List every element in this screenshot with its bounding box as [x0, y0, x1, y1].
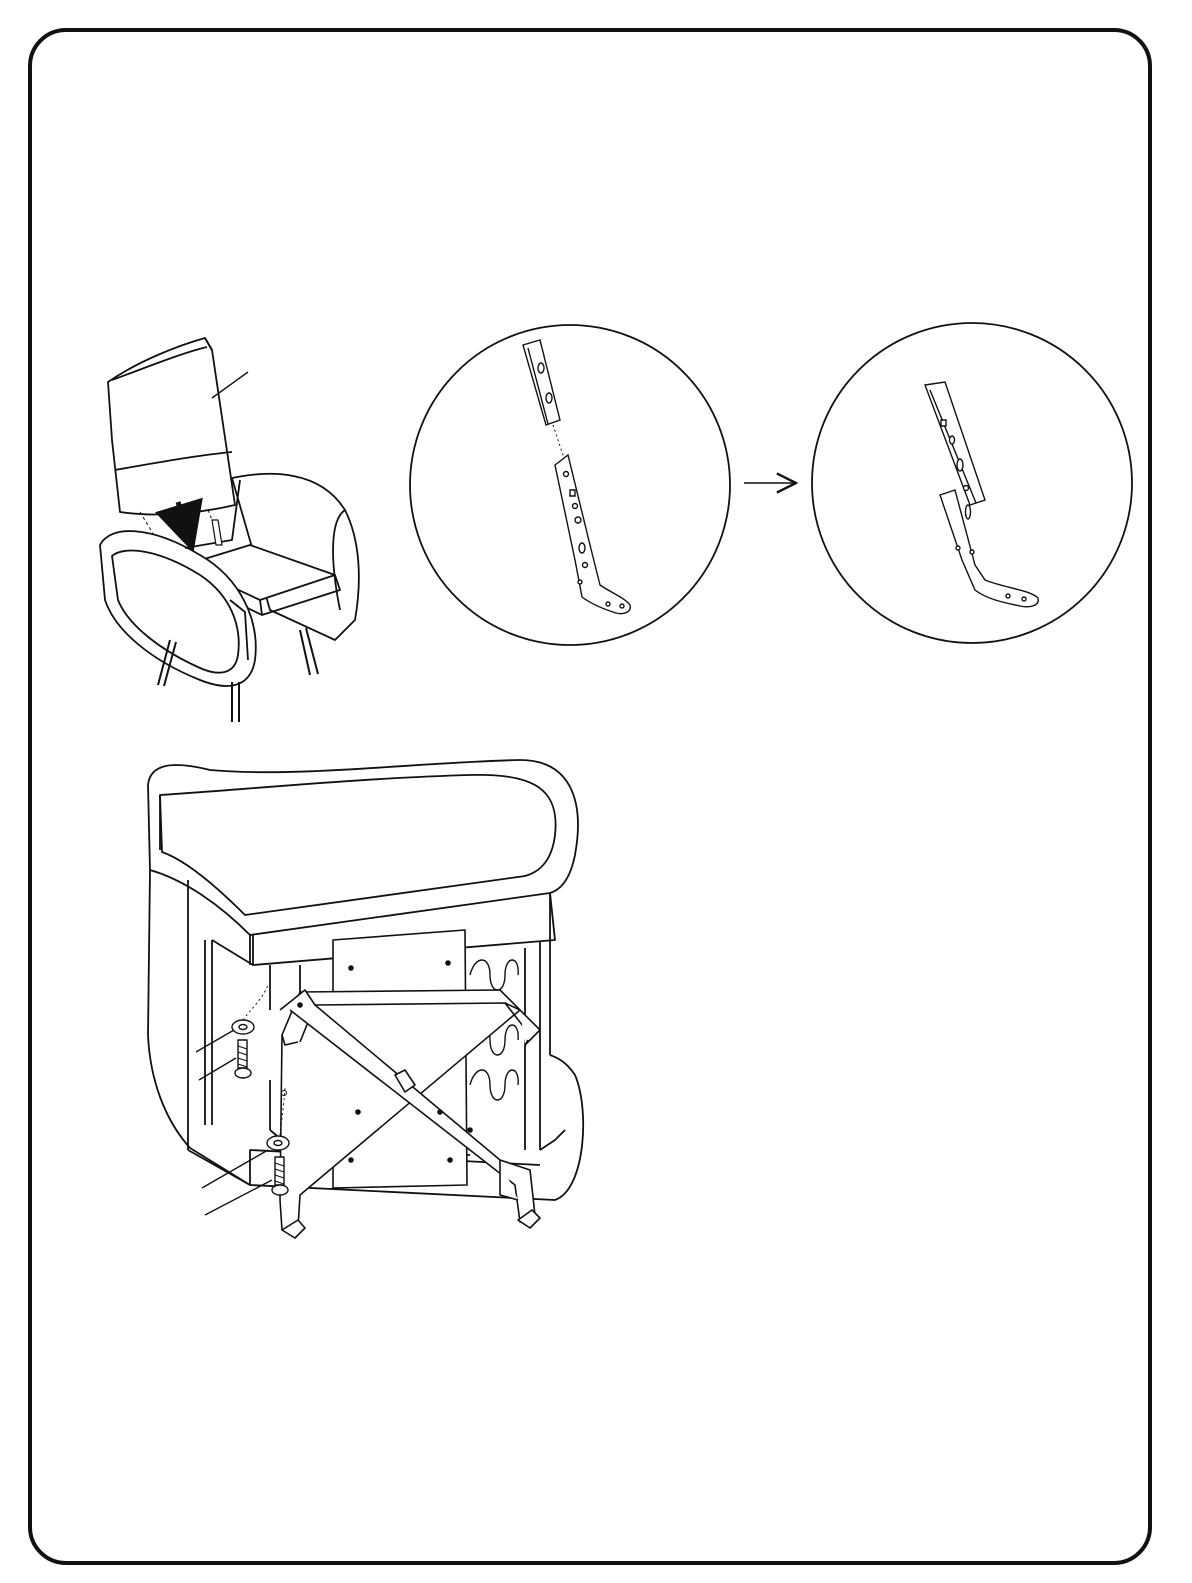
bolt-icon [235, 1040, 288, 1195]
figure-bracket-before [410, 325, 730, 645]
backrest-icon [108, 338, 235, 514]
slot-bracket-icon [523, 340, 560, 425]
assembled-bracket-icon [925, 382, 1038, 607]
leader-line [196, 1030, 272, 1215]
figure-leg-attachment [148, 760, 583, 1238]
bracket-icon [555, 455, 630, 614]
figure-backrest-insertion [100, 338, 359, 722]
figure-bracket-after [812, 323, 1132, 643]
